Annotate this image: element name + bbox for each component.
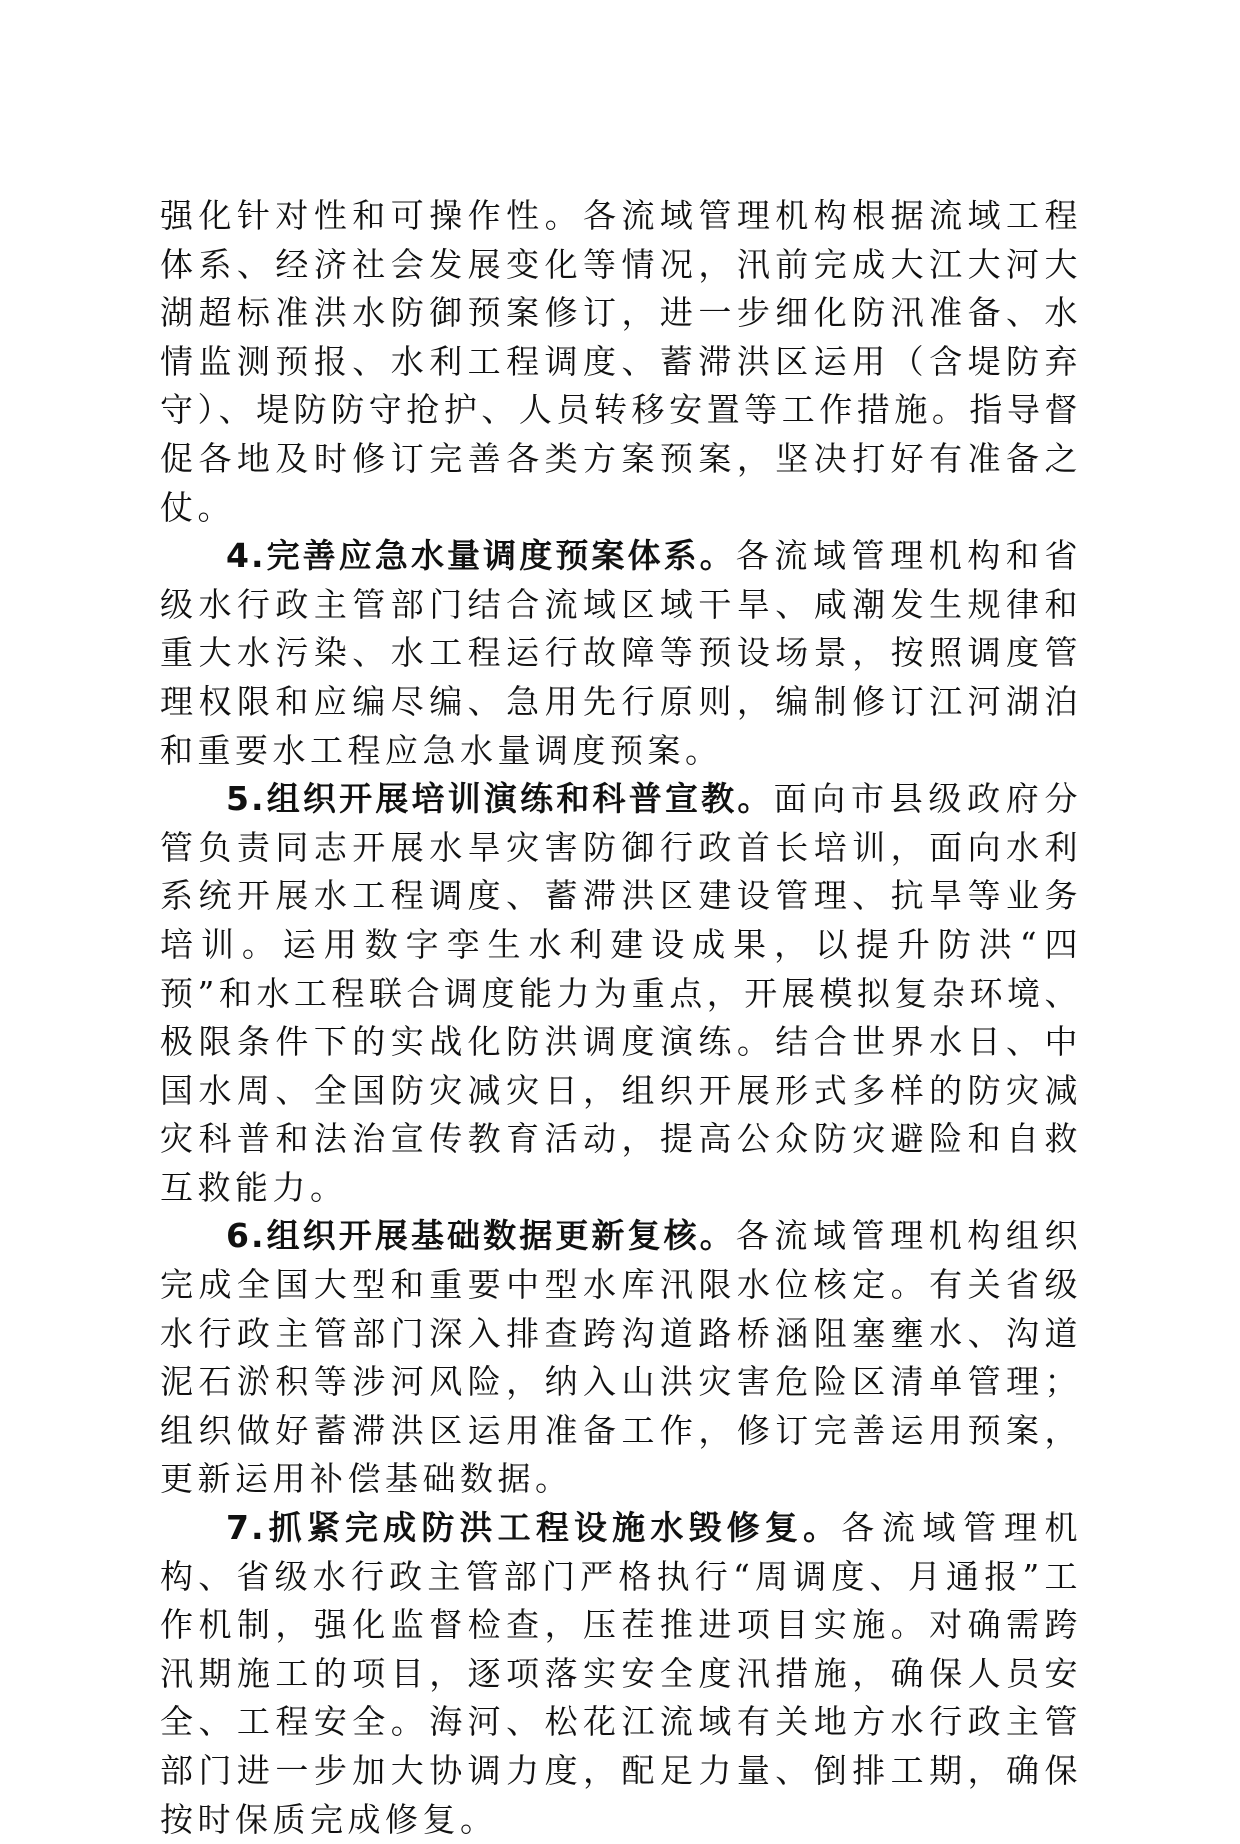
paragraph-item-7 <box>160 1504 1082 1844</box>
paragraph-text: 面向市县级政府分管负责同志开展水旱灾害防御行政首长培训，面向水利系统开展水工程调度、蓄滞洪区建设管理、抗旱等业务培训。运用数字孪生水利建设成果，以提升防洪“四预”和水工程联合调度能力为重点，开展模拟复杂环境、极限条件下的实战化防洪调度演练。结合世界水日、中国水周、全国防灾减灾日，组织开展形式多样的防灾减灾科普和法治宣传教育活动，提高公众防灾避险和自救互救能力。 <box>160 779 1083 1207</box>
paragraph-item-4 <box>160 532 1082 775</box>
paragraph-text: 各流域管理机构、省级水行政主管部门严格执行“周调度、月通报”工作机制，强化监督检查，压茬推进项目实施。对确需跨汛期施工的项目，逐项落实安全度汛措施，确保人员安全、工程安全。海河、松花江流域有关地方水行政主管部门进一步加大协调力度，配足力量、倒排工期，确保按时保质完成修复。 <box>160 1508 1083 1839</box>
paragraph-item-6 <box>160 1212 1082 1504</box>
paragraph-heading: 5.组织开展培训演练和科普宣教。 <box>226 779 774 819</box>
paragraph-text: 各流域管理机构和省级水行政主管部门结合流域区域干旱、咸潮发生规律和重大水污染、水工程运行故障等预设场景，按照调度管理权限和应编尽编、急用先行原则，编制修订江河湖泊和重要水工程应急水量调度预案。 <box>160 536 1083 770</box>
paragraph-text: 强化针对性和可操作性。各流域管理机构根据流域工程体系、经济社会发展变化等情况，汛前完成大江大河大湖超标准洪水防御预案修订，进一步细化防汛准备、水情监测预报、水利工程调度、蓄滞洪区运用（含堤防弃守）、堤防防守抢护、人员转移安置等工作措施。指导督促各地及时修订完善各类方案预案，坚决打好有准备之仗。 <box>160 196 1082 527</box>
paragraph-heading: 6.组织开展基础数据更新复核。 <box>226 1216 736 1256</box>
document-body <box>160 192 1082 1844</box>
paragraph-text: 各流域管理机构组织完成全国大型和重要中型水库汛限水位核定。有关省级水行政主管部门深入排查跨沟道路桥涵阻塞壅水、沟道泥石淤积等涉河风险，纳入山洪灾害危险区清单管理；组织做好蓄滞洪区运用准备工作，修订完善运用预案，更新运用补偿基础数据。 <box>160 1216 1083 1499</box>
paragraph-continuation <box>160 192 1082 532</box>
paragraph-heading: 4.完善应急水量调度预案体系。 <box>226 536 736 576</box>
paragraph-item-5 <box>160 775 1082 1212</box>
paragraph-heading: 7.抓紧完成防洪工程设施水毁修复。 <box>226 1508 842 1548</box>
